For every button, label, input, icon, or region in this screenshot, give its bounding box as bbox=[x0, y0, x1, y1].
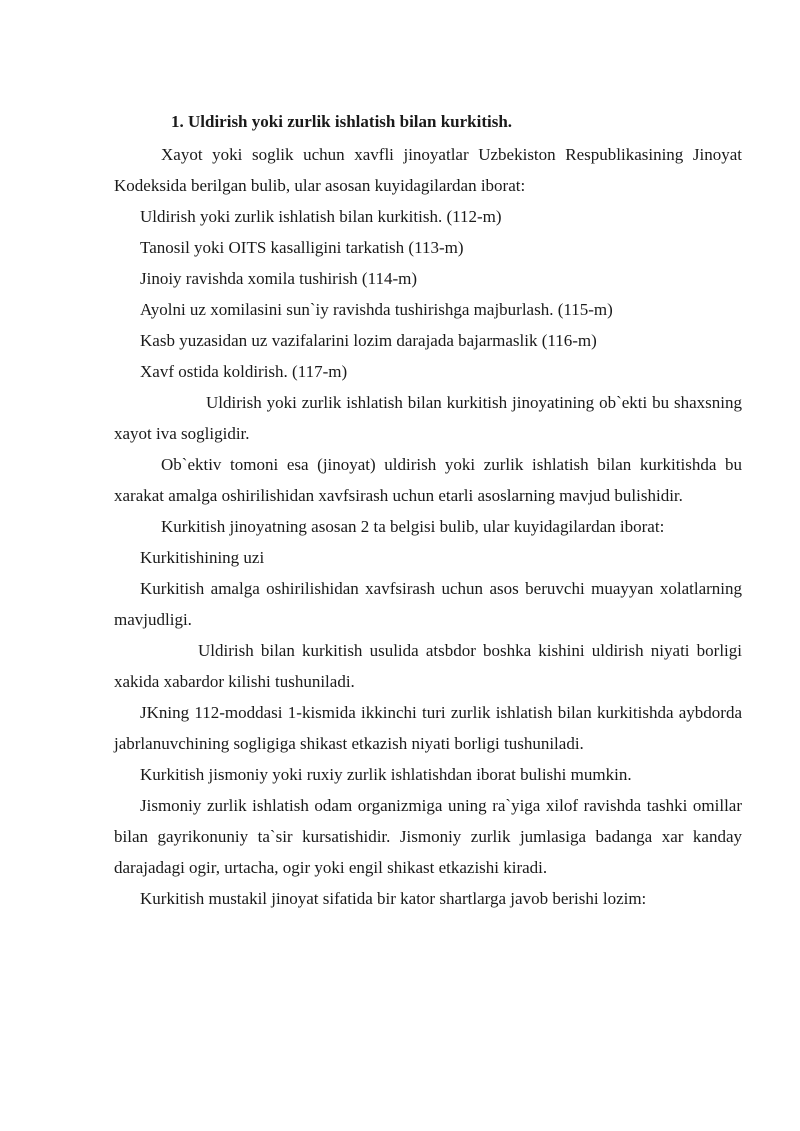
paragraph-signs: Kurkitish jinoyatning asosan 2 ta belgisi bulib, ular kuyidagilardan iborat: bbox=[161, 517, 665, 536]
paragraph-sign-1: Kurkitishining uzi bbox=[140, 548, 265, 567]
paragraph-article-112: JKning 112-moddasi 1-kismida ikkinchi turi zurlik ishlatish bilan kurkitishda aybdorda jabrlanuvchining sogligiga shikast etkazish niyati borligi tushuniladi. bbox=[114, 703, 742, 753]
paragraph-murder-threat: Uldirish bilan kurkitish usulida atsbdor boshka kishini uldirish niyati borligi xakida xabardor kilishi tushuniladi. bbox=[114, 641, 742, 691]
list-item: Uldirish yoki zurlik ishlatish bilan kurkitish. (112-m) bbox=[140, 207, 502, 226]
list-item: Jinoiy ravishda xomila tushirish (114-m) bbox=[140, 269, 418, 288]
paragraph-physical-force: Jismoniy zurlik ishlatish odam organizmiga uning ra`yiga xilof ravishda tashki omillar bilan gayrikonuniy ta`sir kursatishidir. Jismoniy zurlik jumlasiga badanga xar kanday darajadagi ogir, urtacha, ogir yoki engil shikast etkazishi kiradi. bbox=[114, 796, 742, 877]
paragraph-object: Uldirish yoki zurlik ishlatish bilan kurkitish jinoyatining ob`ekti bu shaxsning xayot iva sogligidir. bbox=[114, 393, 742, 443]
paragraph-threat-types: Kurkitish jismoniy yoki ruxiy zurlik ishlatishdan iborat bulishi mumkin. bbox=[140, 765, 632, 784]
section-heading: 1. Uldirish yoki zurlik ishlatish bilan kurkitish. bbox=[171, 112, 513, 131]
list-item: Xavf ostida koldirish. (117-m) bbox=[140, 362, 348, 381]
paragraph-sign-2: Kurkitish amalga oshirilishidan xavfsirash uchun asos beruvchi muayyan xolatlarning mavjudligi. bbox=[114, 579, 742, 629]
crime-list bbox=[114, 201, 742, 387]
paragraph-conditions: Kurkitish mustakil jinoyat sifatida bir kator shartlarga javob berishi lozim: bbox=[140, 889, 647, 908]
paragraph-objective-side: Ob`ektiv tomoni esa (jinoyat) uldirish yoki zurlik ishlatish bilan kurkitishda bu xarakat amalga oshirilishidan xavfsirash uchun etarli asoslarning mavjud bulishidir. bbox=[114, 455, 742, 505]
paragraph-intro: Xayot yoki soglik uchun xavfli jinoyatlar Uzbekiston Respublikasining Jinoyat Kodeksida berilgan bulib, ular asosan kuyidagilardan iborat: bbox=[114, 145, 742, 195]
list-item: Ayolni uz xomilasini sun`iy ravishda tushirishga majburlash. (115-m) bbox=[140, 300, 613, 319]
list-item: Tanosil yoki OITS kasalligini tarkatish (113-m) bbox=[140, 238, 464, 257]
document-page bbox=[114, 106, 742, 914]
list-item: Kasb yuzasidan uz vazifalarini lozim darajada bajarmaslik (116-m) bbox=[140, 331, 597, 350]
